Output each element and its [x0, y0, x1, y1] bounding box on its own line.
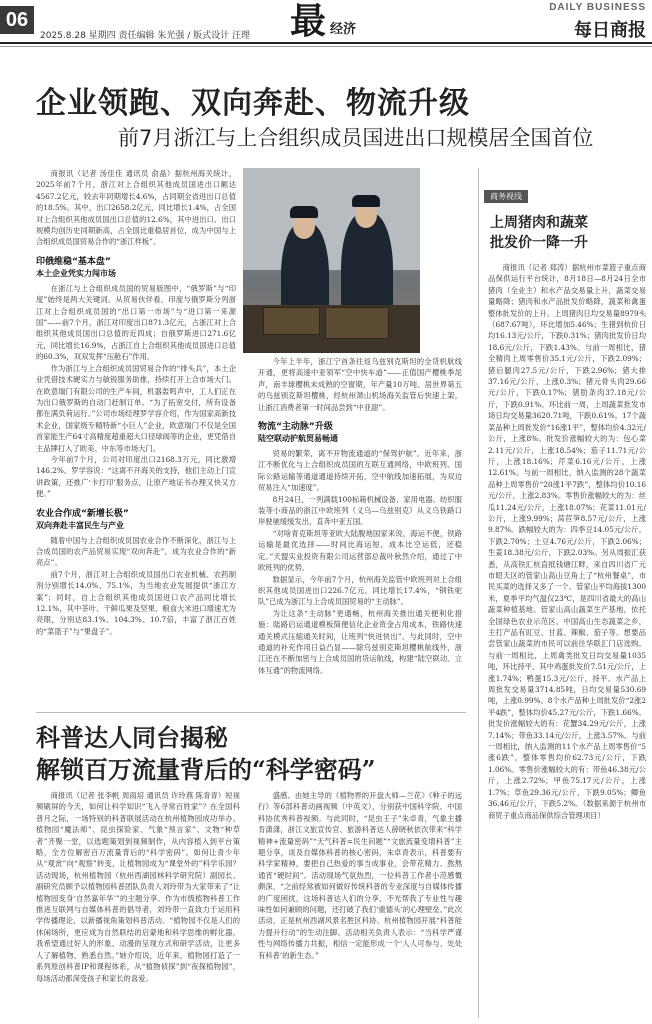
section1-paragraph: 在浙江与上合组织成员国的贸易版图中，“俄罗斯”与“印度”始终是两大关键词。从贸易伙伴看，印度与俄罗斯分列浙江对上合组织成员国的“出口第一市场”与“进口第一来源国”——前7个月，浙江对印度出口871.3亿元，占浙江对上合组织其他成员国出口总值的近四成；自俄罗斯进口271.6亿元，同比增长16.9%，占浙江自上合组织其他成员国进口总值的60.3%，双双发挥“压舱石”作用。 [36, 283, 236, 362]
sidebar-headline-line1: 上周猪肉和蔬菜 [490, 215, 588, 231]
issue-info: 2025.8.28 星期四 责任编辑 朱光强 / 版式设计 汪理 [40, 31, 251, 41]
article2-paragraph: 商报讯（记者 张李帆 周雨培 通讯员 许玲燕 陈青青）短视频刷屏的今天，如何让科学知识“飞入寻常百姓家”？在全国科普月之际，一场特别的科普联展活动在杭州植物园成功举办。植物园“魔法师”、昆虫探险家、气象“预言家”、文物“种草者”齐聚一堂，以选题策划到视频制作，从内容植入到平台策略，全方位解密百万流量背后的“科学密码”。如何让青少年从“观赏”向“观察”转变，让植物园成为“课堂外的”科学乐园？活动现场，杭州植物园（杭州西湖园林科学研究院）副园长、副研究员顾予以植物园科普团队负责人刘玲带为大家带来了“让植物园变身‘自然嘉年华’”的主题分享。作为市级植物科普工作推进互联网与自媒体科普的倡导者，刘玲带一直致力于运用科学传播理论，以新播视角策划科普活动。“植物园不仅是人们的休闲场所，更应成为自然联结的启蒙地和科学思维的孵化器。我希望通过好人的形象、动漫的呈现方式和研学活动，让更多人了解植物、熟悉自然。”她介绍说，近年来，植物园打造了一系列原创科普IP和课程体系，从“植物侦探”到“夜探植物园”，每场活动都深受孩子和家长的喜爱。 [36, 791, 240, 983]
article1-column1 [36, 168, 236, 708]
section2-paragraph: 随着中国与上合组织成员国农业合作不断深化，浙江与上合成员国的农产品贸易实现“双向奔赴”，成为农业合作的“新亮点”。 [36, 535, 236, 568]
article-divider [36, 712, 466, 713]
section1-subtitle: 本土企业凭实力闯市场 [36, 268, 116, 278]
section2-title: 农业合作成“新增长极” [36, 508, 129, 519]
section3-title: 物流“主动脉”升级 [258, 422, 333, 433]
page-number: 06 [0, 6, 34, 34]
sidebar-paragraph: 商报讯（记者 郑涛）据杭州市菜篮子重点商品保供运行平台统计，8月18日—8月24日全市猪肉（全业主）和水产品交易量上升，蔬菜交易量略降；猪肉和水产品批发价略降，蔬菜和禽蛋整体批发价的上升。上周猪肉日均交易量8979头（687.67吨），环比增加5.46%；生猪到杭价日均16.13元/公斤，下跌0.31%；猪肉批发价日均18.6元/公斤，下跌1.43%。与前一周相比，猪全精肉上周零售价35.1元/公斤，下跌2.09%；猪后腿肉27.5元/公斤，下跌2.96%；猪大排37.16元/公斤，上涨0.3%；猪元骨头肉29.66元/公斤，下跌0.17%；猪肋条肉37.18元/公斤，下跌0.91%。环比前一周，上周蔬菜批发市场日均交易量3620.71吨，下跌0.61%。17个蔬菜品种上周批发价“16涨1平”，整体均价4.32元/公斤，上涨8%。批发价涨幅较大的为：包心菜2.11元/公斤，上涨18.54%；茄子11.71元/公斤，上涨18.16%；芹菜6.16元/公斤，上涨12.61%。与前一周相比，纳入监测的28个蔬菜品种上周零售价“20涨1平7跌”，整体均价10.16元/公斤，上涨2.83%。零售价涨幅较大的为：丝瓜11.24元/公斤，上涨18.07%；花菜11.01元/公斤，上涨9.99%；莴苣笋8.57元/公斤，上涨9.87%。跌幅较大的为：四季豆14.05元/公斤，下跌2.70%；土豆4.76元/公斤，下跌2.06%；生姜18.38元/公斤，下跌2.03%。另从周振汇获悉，从高铁汇杭直抵钱塘江畔，来自四川省广元市昭天区的管家山高山豆角上了“杭州餐桌”，市民买菜的选择又多了一个。管家山平均海拔1300米，夏季平均气温仅23℃，是四川省最大的高山蔬菜种植基地。管家山高山蔬菜生产基地，依托全国绿色农业示范区、中国高山生态蔬菜之乡，主打产品有豇豆、甘蓝、辣椒、茄子等。想要品尝管家山蔬菜的市民可以前往华联汇门店选购。与前一周相比，上周禽类批发日均交易量1035吨，环比持平，其中鸡蛋批发价7.51元/公斤，上涨1.74%；鸭蛋15.3元/公斤，持平。水产品上周批发交易量3714.85吨，日均交易量530.69吨，上涨0.99%。8个水产品种上周批发价“2涨2平4跌”，整体均价45.27元/公斤，下跌1.66%。批发价涨幅较大的有：花蟹34.29元/公斤，上涨7.14%；带鱼33.14元/公斤，上涨3.57%。与前一周相比，纳入监测的11个水产品上周零售价“5涨6跌”，整体零售均价62.73元/公斤，下跌1.06%。零售价涨幅较大的有：带鱼46.38元/公斤，上涨2.72%；甲鱼75.17元/公斤，上涨1.7%；草鱼29.36元/公斤，下跌9.05%；鲫鱼36.46元/公斤，下跌5.2%。（数据来源于杭州市商贸子重点商品保供综合管理项目） [488, 263, 646, 820]
column2-paragraph: 今年上半年，浙江宁首条往返乌兹别克斯坦的全货机航线开通，更将高速中亚领军“空中快车道”——正值国产樱桃季尾声，南丰球樱桃未成熟的空窗期，年产量10万吨、居世界第五的乌兹别克斯坦樱桃，经杭州萧山机场海关监管后快速上架，让浙江消费者第一时间品尝到“中亚甜”。 [258, 357, 462, 412]
sidebar-body [488, 262, 646, 1018]
masthead-rule-thin [0, 46, 652, 47]
article1-intro: 商报讯（记者 汤佳佳 通讯员 俞晶）据杭州海关统计，2025年前7个月，浙江对上合组织其他成员国进出口额达4567.2亿元，较去年同期增长4.6%，占同期全省进出口总值的18.5%。其中，出口2658.2亿元，同比增长1.4%，占全国对上合组织其他成员国出口总值的12.6%，其中进出口、出口规模均创历史同期新高，占全国比重稳居首位，成为中国与上合组织成员国贸易合作的“浙江样板”。 [36, 169, 236, 247]
paper-name-en: DAILY BUSINESS [549, 2, 646, 13]
article1-subheadline: 前7月浙江与上合组织成员国进出口规模居全国首位 [118, 126, 594, 150]
section-logo: 最 [290, 0, 327, 42]
article2-column2 [258, 790, 462, 1018]
article1-column2 [258, 356, 462, 708]
article1-headline: 企业领跑、双向奔赴、物流升级 [36, 86, 470, 121]
column2-paragraph: “对啥青克斯坦等亚欧大陆腹地国家来说，海运不便，铁路运输是最优选择——时间比海运短，成本比空运低，还稳定。”天盟实业投资有限公司运营部总裁叶秋然介绍，通过了中欧班列的优势。 [258, 528, 462, 573]
article2-headline-line2: 解锁百万流量背后的“科学密码” [36, 755, 376, 784]
article2-paragraph: 盛感。由她主导的《植物界的开盘大师—兰花》《种子的远行》等6部科普动画视频（中英文），分别获中国科学院、中国科协优秀科普视频。与此同时，“昆虫王子”朱卓青，气象主播肯潇潇，浙江文旅宣传官、旅游科普达人薛晓秋依次带来“科学精神+流量密码”“天气科普=民生问题”“文旅流量变增科普”主题分享，谈及自媒体科普的核心密码，朱卓青表示，科普要有科学家精神，要把自己热爱的事当成事业，会带花精力、熬熬通宵“硬时间”。活动现场气氛热烈，一位科普工作者小范感慨颇深，“之前经常被如何做好传统科普的专业深度与自媒体传播的广度困扰，这场科普达人们的分享，不光帮我了专业性与趣味性如何兼顾的问题，还打破了我们‘重德头’的心理壁垒。”此次活动，正是杭州西湖风景名胜区科协、杭州植物园开展“科普能力提升行动”的生动注脚。活动相关负责人表示：“当科学严谨性与网络传播力共振，相信一定能形成一个‘人人可参与、处处有科普’的新生态。” [258, 791, 462, 960]
article2-headline-line1: 科普达人同台揭秘 [36, 723, 228, 752]
sidebar-tag: 商务视线 [484, 190, 528, 203]
section1-paragraph: 今年前7个月，公司对印度出口2168.3万元，同比激增146.2%。罗学容说：“这离不开海关的支持，他们主动上门宣讲政策，还推广‘卡打印’服务点，让原产地证书办理又快又方便。” [36, 454, 236, 499]
column2-paragraph: 贸易的繁荣，离不开物流通道的“保驾护航”。近年来，浙江不断优化与上合组织成员国的互联互通网络，中欧班列、国际公路运输等通道通道持续开拓，空中航线加速拓展，为双边贸易注入“加速度”。 [258, 449, 462, 493]
customs-inspection-photo [243, 168, 420, 353]
section3-subtitle: 陆空联动护航贸易畅通 [258, 434, 338, 444]
section1-title: 印俄维稳“基本盘” [36, 256, 111, 267]
column2-paragraph: 数据显示，今年前7个月，杭州海关监管中欧班列对上合组织其他成员国进出口226.7亿元，同比增长17.4%，“钢铁驼队”已成为浙江与上合成员国贸易的“主动脉”。 [258, 574, 462, 607]
section2-subtitle: 双向奔赴丰富民生与产业 [36, 520, 124, 530]
section-name: 经济 [330, 22, 357, 37]
masthead-rule [0, 42, 652, 44]
column2-paragraph: 8月24日，一列满载100标箱机械设备、家用电器、纺织服装等小商品的浙江中欧班列（义乌—乌兹别克）从义乌铁路口岸驶驰缓缓发出，直奔中亚五国。 [258, 494, 462, 527]
paper-name-cn: 每日商报 [574, 20, 646, 41]
section1-paragraph: 作为浙江与上合组织成员国贸易合作的“排头兵”，本土企业凭借技术硬实力与敏锐服务助推，持续打开上合市场大门。在欧意瑞门有限公司的生产车间，机器轰鸣声中，工人们正在为出口俄罗斯的自动门赶制订单。“为了拓宽交付，所有设备都在满负荷运行。”公司市场经理罗学容介绍，作为国家高新技术企业，国家级专精特新“小巨人”企业，欧意瑞门不仅是全国首家能生产64寸高精度超重超大口径球阀等的企业，更凭借自主品牌打入了欧美、中东等市场大门。 [36, 363, 236, 453]
sidebar-headline-line2: 批发价一降一升 [490, 235, 588, 251]
article2-column1 [36, 790, 240, 1018]
column2-paragraph: 为让这条“主动脉”更通畅，杭州海关推出通关便利化措施：陆路启运通道模板简便信化企业资金占用成本，铁路快速通关模式压缩通关时间，让班列“快进快出”。与此同时，空中通道的补充作用日益凸显——除乌兹别克斯坦樱桃航线外，浙江还在不断加密与上合成员国的货运航线，构建“陆空联动、立体互通”的物流网络。 [258, 608, 462, 675]
section2-paragraph: 前7个月，浙江对上合组织成员国出口农业机械、农药制剂分别增长14.0%、75.1%，为当地农业发展提供“浙江方案”；同时，自上合组织其他成员国进口农产品同比增长12.1%，其中茶叶、干鲜瓜果及坚果、粮食大米进口增速尤为亮眼，分别达83.1%、104.3%、10.7倍，丰富了浙江百姓的“菜篮子”与“果盘子”。 [36, 569, 236, 636]
